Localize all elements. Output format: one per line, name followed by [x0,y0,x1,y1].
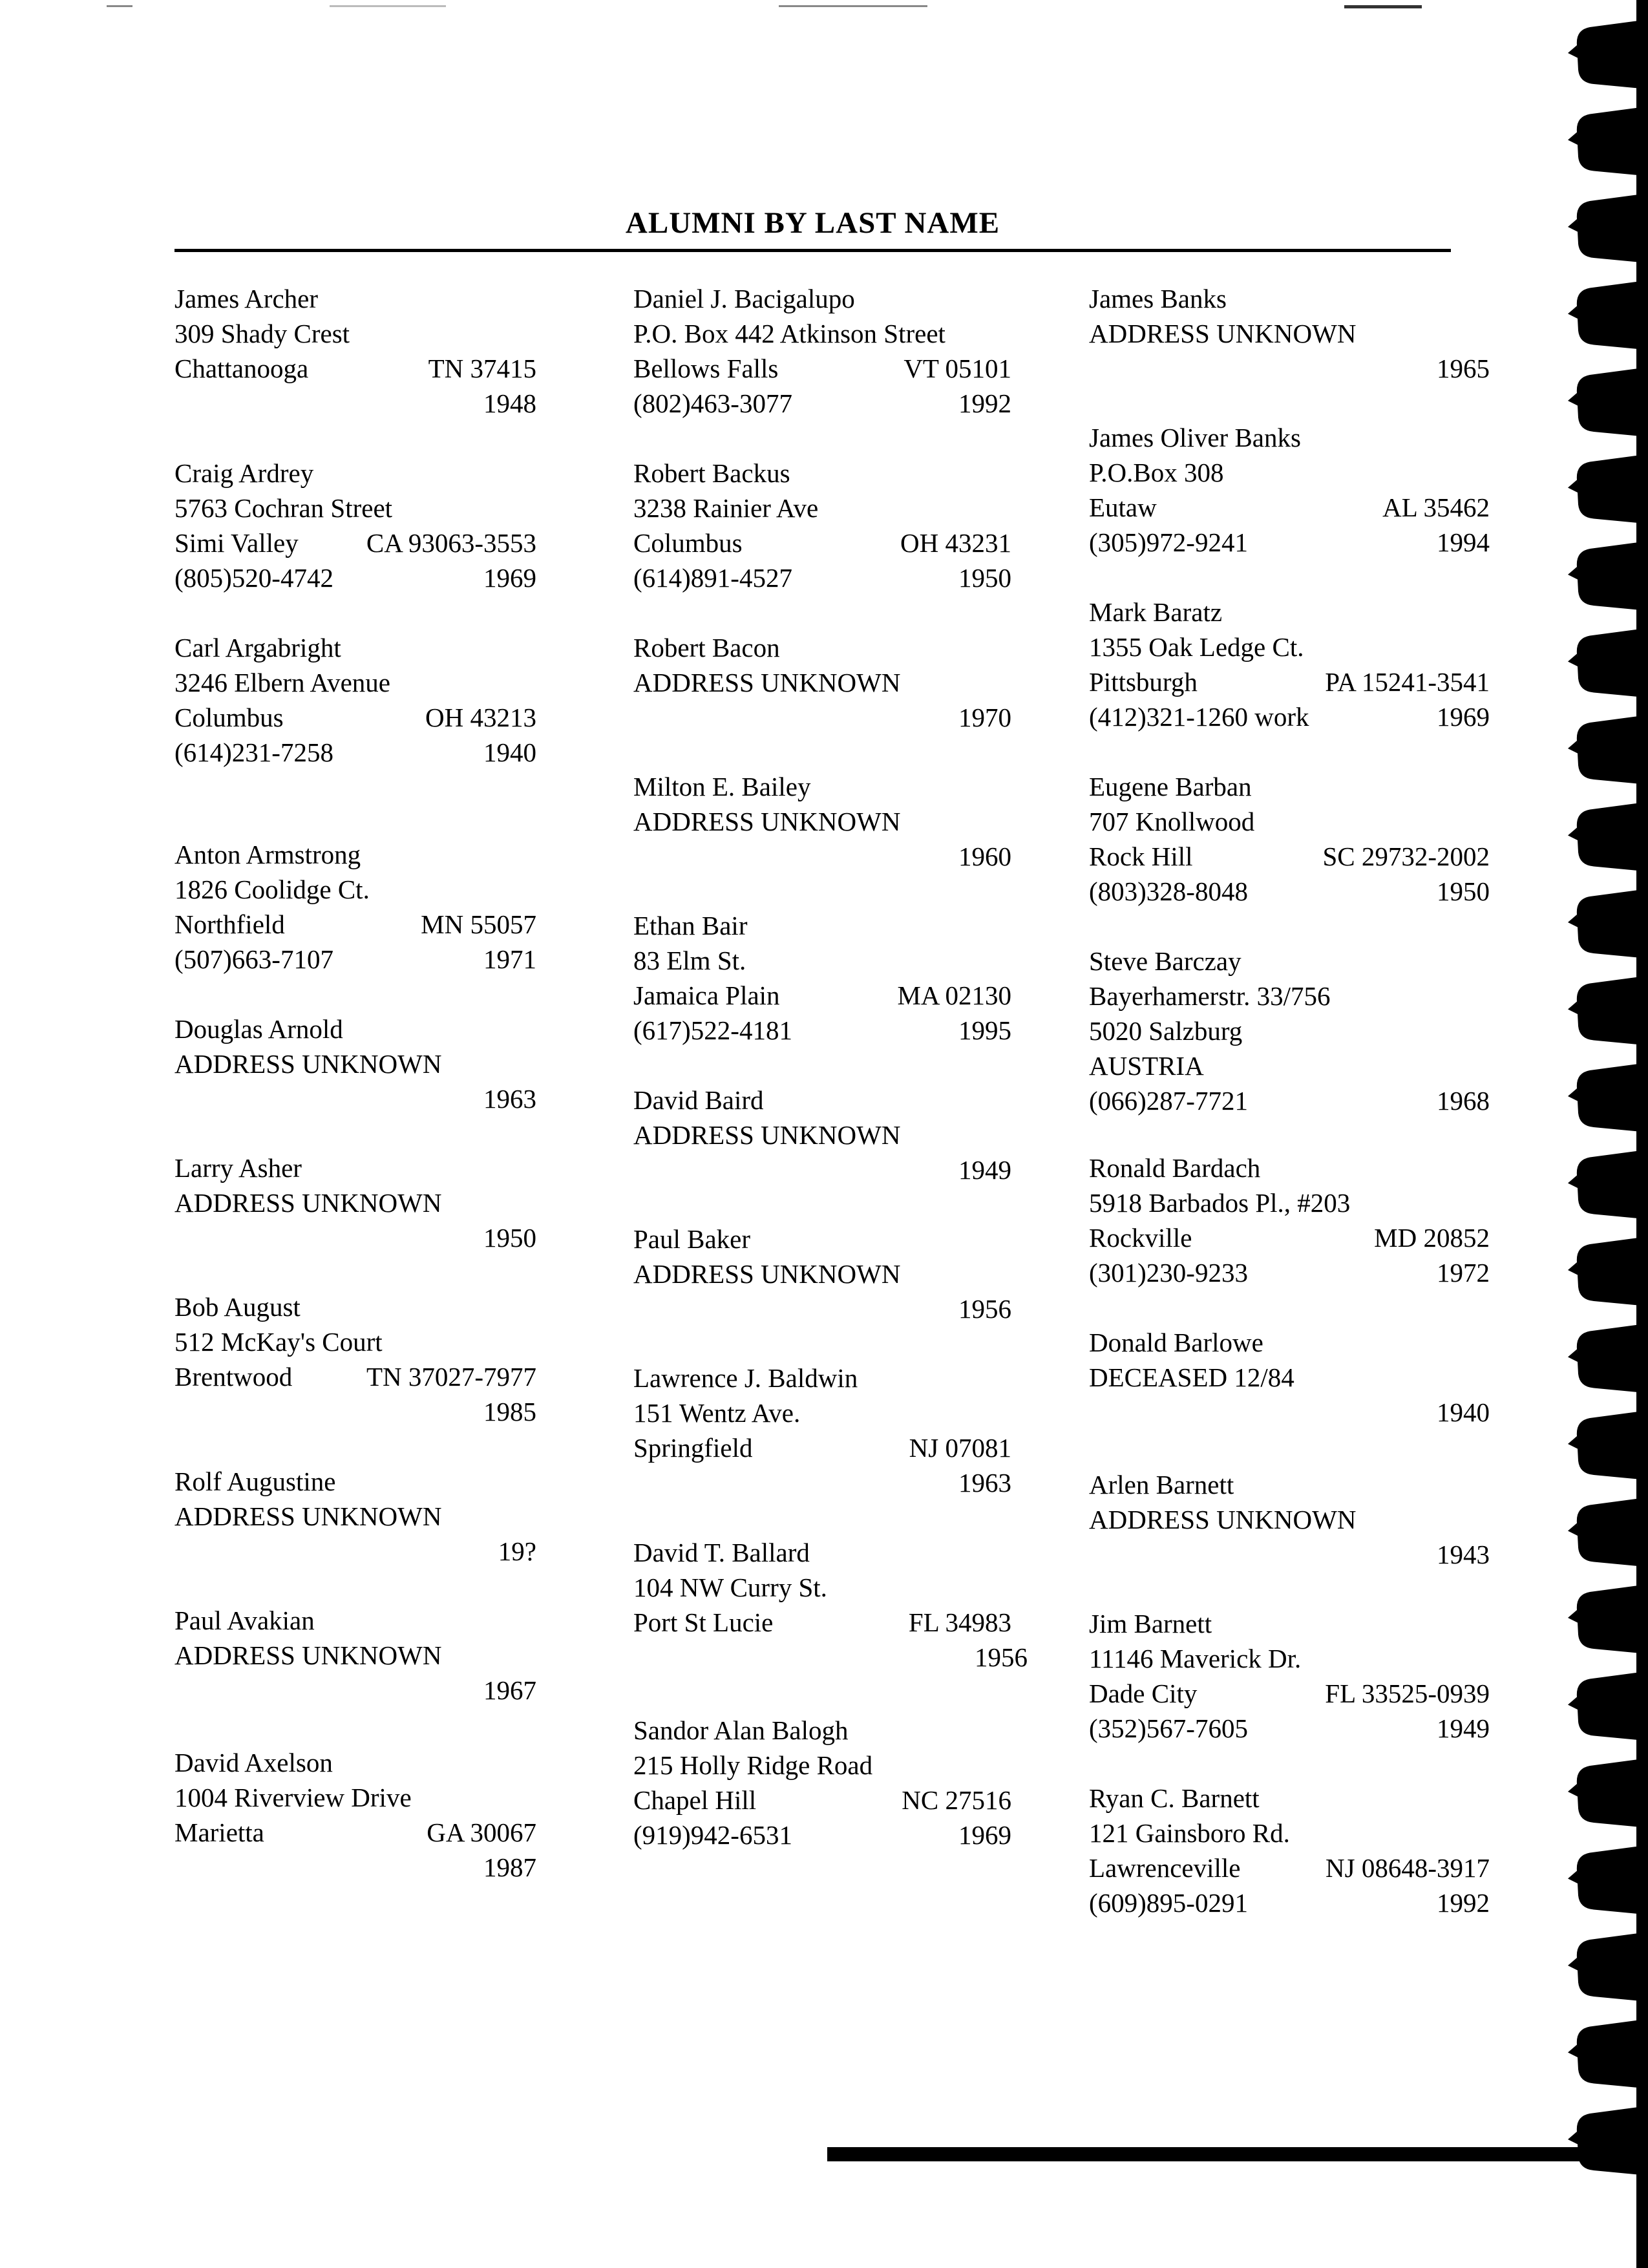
alumni-name: James Oliver Banks [1089,423,1301,452]
binding-notch [1568,1871,1578,1884]
detail-text: Chattanooga [174,354,309,383]
alumni-detail-line [1089,1360,1490,1395]
graduation-year: 1948 [483,388,536,418]
binding-loop [1577,107,1648,176]
detail-right-text: 1968 [1437,1086,1490,1116]
alumni-detail-line [174,735,536,770]
alumni-entry [174,837,536,977]
binding-notch [1568,828,1578,841]
alumni-name: Mark Baratz [1089,597,1223,627]
alumni-entry [633,769,1011,874]
detail-right-text: GA 30067 [427,1818,536,1847]
alumni-detail-line [174,1780,536,1815]
binding-loop [1577,1236,1648,1306]
binding-notch [1568,1350,1578,1362]
detail-text: ADDRESS UNKNOWN [1089,1505,1357,1534]
graduation-year: 1987 [483,1852,536,1882]
alumni-name: Eugene Barban [1089,772,1252,801]
alumni-entry [1089,769,1490,909]
detail-right-text: FL 34983 [908,1607,1011,1637]
detail-right-text: 1992 [958,388,1011,418]
detail-text: (305)972-9241 [1089,527,1248,557]
alumni-detail-line [1089,316,1490,351]
detail-right-text: TN 37415 [428,354,536,383]
detail-text: Brentwood [174,1362,293,1392]
binding-loop [1577,715,1648,785]
alumni-name: David T. Ballard [633,1538,810,1567]
detail-text: Pittsburgh [1089,667,1198,697]
binding-notch [1568,567,1578,580]
binding-loop [1577,193,1648,263]
alumni-detail-line [633,1118,1011,1152]
detail-text: 3238 Rainier Ave [633,493,819,523]
alumni-detail-line [1089,1255,1490,1290]
alumni-detail-line [633,1748,1011,1783]
alumni-entry [174,1464,536,1569]
alumni-detail-line [1089,630,1490,664]
binding-loop [1577,367,1648,437]
alumni-detail-line [1089,1676,1490,1711]
alumni-detail-line [174,1638,536,1673]
graduation-year: 1960 [958,842,1011,871]
alumni-detail-line [174,351,536,386]
spiral-binding [1564,0,1648,2268]
detail-text: Dade City [1089,1679,1198,1708]
alumni-detail-line [174,1359,536,1394]
alumni-detail-line [1089,1083,1490,1118]
alumni-detail-line [633,560,1011,595]
detail-text: (919)942-6531 [633,1820,792,1850]
binding-loop [1577,454,1648,524]
detail-right-text: TN 37027-7977 [366,1362,536,1392]
alumni-entry [174,630,536,770]
alumni-detail-line [1089,839,1490,874]
alumni-detail-line [1089,1816,1490,1850]
detail-right-text: SC 29732-2002 [1322,842,1490,871]
detail-text: Marietta [174,1818,264,1847]
alumni-detail-line [174,1815,536,1850]
alumni-detail-line [633,1430,1011,1465]
detail-text: Jamaica Plain [633,980,780,1010]
binding-loop [1577,1150,1648,1220]
alumni-detail-line [633,525,1011,560]
detail-text: (412)321-1260 work [1089,702,1309,732]
detail-right-text: 1969 [1437,702,1490,732]
binding-notch [1568,741,1578,754]
binding-notch [1568,480,1578,493]
alumni-detail-line [633,1818,1011,1852]
detail-text: 3246 Elbern Avenue [174,668,390,697]
alumni-name: Robert Backus [633,458,790,488]
alumni-entry [174,281,536,421]
alumni-detail-line [174,316,536,351]
alumni-name: Donald Barlowe [1089,1328,1263,1357]
alumni-name: Bob August [174,1292,301,1322]
detail-text: (802)463-3077 [633,388,792,418]
alumni-detail-line [174,1046,536,1081]
detail-text: Springfield [633,1433,753,1463]
graduation-year: 1967 [483,1675,536,1705]
detail-right-text: 1992 [1437,1888,1490,1918]
graduation-year: 1970 [958,703,1011,732]
detail-text: Chapel Hill [633,1785,757,1815]
binding-notch [1568,1784,1578,1797]
alumni-detail-line [633,316,1011,351]
alumni-detail-line [174,907,536,942]
alumni-entry [633,1361,1011,1500]
detail-right-text: NJ 08648-3917 [1326,1853,1490,1883]
alumni-name: Craig Ardrey [174,458,314,488]
alumni-name: Larry Asher [174,1153,302,1183]
detail-text: 512 McKay's Court [174,1327,383,1357]
alumni-name: Douglas Arnold [174,1014,343,1044]
binding-loop [1577,1758,1648,1828]
detail-text: P.O.Box 308 [1089,458,1224,487]
alumni-name: Steve Barczay [1089,946,1241,976]
alumni-entry [633,1083,1011,1187]
detail-right-text: 1972 [1437,1258,1490,1288]
alumni-detail-line [1089,699,1490,734]
detail-text: 1826 Coolidge Ct. [174,874,370,904]
detail-text: DECEASED 12/84 [1089,1362,1294,1392]
binding-notch [1568,2045,1578,2058]
page-title: ALUMNI BY LAST NAME [625,206,1000,240]
alumni-entry [174,1603,536,1708]
detail-text: Columbus [174,703,284,732]
detail-text: ADDRESS UNKNOWN [174,1501,442,1531]
detail-text: ADDRESS UNKNOWN [174,1640,442,1670]
detail-text: 215 Holly Ridge Road [633,1750,873,1780]
detail-text: (352)567-7605 [1089,1713,1248,1743]
binding-loop [1577,281,1648,350]
detail-text: Eutaw [1089,493,1157,522]
graduation-year: 1956 [975,1642,1028,1672]
alumni-detail-line [1089,455,1490,490]
detail-right-text: MA 02130 [897,980,1011,1010]
alumni-entry [1089,1606,1490,1746]
alumni-detail-line [174,872,536,907]
detail-text: 1004 Riverview Drive [174,1783,412,1812]
detail-right-text: 1969 [483,563,536,593]
binding-notch [1568,1088,1578,1101]
binding-loop [1577,1063,1648,1132]
alumni-detail-line [633,1605,1011,1640]
alumni-entry [174,1745,536,1885]
title-underline [174,249,1451,252]
binding-loop [1577,1845,1648,1915]
binding-notch [1568,45,1578,58]
alumni-detail-line [1089,1185,1490,1220]
detail-text: Simi Valley [174,528,299,558]
detail-right-text: NC 27516 [902,1785,1011,1815]
detail-text: Bellows Falls [633,354,779,383]
alumni-detail-line [174,525,536,560]
alumni-entry [174,1012,536,1116]
alumni-detail-line [633,351,1011,386]
detail-text: (614)891-4527 [633,563,792,593]
detail-text: 104 NW Curry St. [633,1573,827,1602]
detail-text: ADDRESS UNKNOWN [1089,319,1357,348]
top-smudge-right [1344,5,1422,8]
alumni-detail-line [1089,664,1490,699]
binding-notch [1568,393,1578,406]
alumni-entry [1089,1781,1490,1920]
detail-right-text: 1950 [958,563,1011,593]
binding-notch [1568,1002,1578,1015]
detail-text: AUSTRIA [1089,1051,1204,1081]
alumni-name: Lawrence J. Baldwin [633,1363,858,1393]
alumni-entry [1089,1150,1490,1290]
alumni-entry [633,1713,1011,1852]
top-smudge-left [107,5,132,7]
alumni-detail-line [1089,979,1490,1013]
binding-notch [1568,132,1578,145]
detail-right-text: CA 93063-3553 [366,528,536,558]
binding-notch [1568,915,1578,927]
detail-right-text: VT 05101 [903,354,1011,383]
binding-loop [1577,1584,1648,1654]
alumni-name: Arlen Barnett [1089,1470,1234,1500]
graduation-year: 1956 [958,1294,1011,1324]
binding-notch [1568,1436,1578,1449]
detail-text: P.O. Box 442 Atkinson Street [633,319,945,348]
alumni-name: Paul Baker [633,1224,751,1254]
detail-text: (301)230-9233 [1089,1258,1248,1288]
alumni-entry [633,630,1011,735]
alumni-detail-line [1089,1850,1490,1885]
detail-right-text: 1940 [483,737,536,767]
detail-text: ADDRESS UNKNOWN [633,1120,901,1150]
binding-loop [1577,1932,1648,2002]
graduation-year: 1985 [483,1397,536,1426]
binding-notch [1568,1523,1578,1536]
alumni-detail-line [633,1256,1011,1291]
detail-text: 121 Gainsboro Rd. [1089,1818,1290,1848]
detail-text: 707 Knollwood [1089,807,1255,836]
detail-text: ADDRESS UNKNOWN [633,807,901,836]
detail-text: (617)522-4181 [633,1015,792,1045]
alumni-entry [633,456,1011,595]
alumni-name: James Archer [174,284,318,313]
alumni-detail-line [1089,1048,1490,1083]
detail-text: Rock Hill [1089,842,1193,871]
binding-notch [1568,1958,1578,1971]
alumni-name: David Baird [633,1085,764,1115]
alumni-name: Ronald Bardach [1089,1153,1261,1183]
binding-notch [1568,1176,1578,1189]
detail-text: 1355 Oak Ledge Ct. [1089,632,1304,662]
alumni-detail-line [174,1324,536,1359]
detail-right-text: NJ 07081 [909,1433,1011,1463]
alumni-detail-line [1089,525,1490,560]
binding-loop [1577,1324,1648,1394]
detail-text: 5763 Cochran Street [174,493,393,523]
binding-loop [1577,2019,1648,2089]
alumni-entry [633,281,1011,421]
top-smudge-center [330,5,446,7]
detail-text: Bayerhamerstr. 33/756 [1089,981,1331,1011]
detail-text: 151 Wentz Ave. [633,1398,801,1428]
graduation-year: 19? [498,1536,536,1566]
detail-text: Lawrenceville [1089,1853,1241,1883]
detail-text: Port St Lucie [633,1607,774,1637]
bottom-edge-shadow [827,2147,1648,2161]
binding-notch [1568,1697,1578,1710]
detail-text: 5918 Barbados Pl., #203 [1089,1188,1351,1218]
alumni-detail-line [633,491,1011,525]
alumni-detail-line [1089,1711,1490,1746]
graduation-year: 1963 [958,1468,1011,1498]
alumni-name: Sandor Alan Balogh [633,1715,849,1745]
detail-right-text: PA 15241-3541 [1325,667,1490,697]
detail-text: Northfield [174,909,285,939]
binding-loop [1577,1671,1648,1741]
alumni-detail-line [1089,1885,1490,1920]
detail-right-text: 1949 [1437,1713,1490,1743]
alumni-detail-line [174,560,536,595]
alumni-name: Ryan C. Barnett [1089,1783,1260,1813]
alumni-entry [633,1535,1028,1675]
alumni-entry [633,1222,1011,1326]
detail-text: 309 Shady Crest [174,319,350,348]
detail-text: 83 Elm St. [633,946,746,975]
detail-right-text: 1995 [958,1015,1011,1045]
binding-loop [1577,19,1648,89]
detail-text: 11146 Maverick Dr. [1089,1644,1302,1673]
alumni-entry [174,1150,536,1255]
detail-text: (066)287-7721 [1089,1086,1248,1116]
alumni-name: Jim Barnett [1089,1609,1212,1638]
alumni-detail-line [1089,1013,1490,1048]
alumni-detail-line [1089,1641,1490,1676]
alumni-detail-line [174,700,536,735]
binding-loop [1577,1498,1648,1567]
binding-loop [1577,2106,1648,2176]
alumni-detail-line [633,1395,1011,1430]
alumni-entry [174,456,536,595]
alumni-entry [174,1289,536,1429]
detail-text: Rockville [1089,1223,1192,1253]
binding-notch [1568,654,1578,667]
alumni-entry [1089,1325,1490,1430]
detail-text: ADDRESS UNKNOWN [174,1049,442,1079]
binding-loop [1577,802,1648,872]
detail-text: (803)328-8048 [1089,876,1248,906]
graduation-year: 1950 [483,1223,536,1253]
binding-notch [1568,1610,1578,1623]
graduation-year: 1943 [1437,1540,1490,1569]
alumni-name: Carl Argabright [174,633,341,662]
alumni-entry [1089,420,1490,560]
detail-right-text: AL 35462 [1382,493,1490,522]
top-smudge-center-right [779,5,927,7]
detail-right-text: OH 43213 [425,703,536,732]
graduation-year: 1940 [1437,1397,1490,1427]
detail-text: ADDRESS UNKNOWN [633,668,901,697]
alumni-detail-line [633,386,1011,421]
detail-right-text: 1969 [958,1820,1011,1850]
binding-loop [1577,1410,1648,1480]
alumni-detail-line [1089,804,1490,839]
binding-loop [1577,889,1648,959]
alumni-detail-line [633,665,1011,700]
alumni-entry [1089,1467,1490,1572]
binding-notch [1568,219,1578,232]
alumni-detail-line [633,943,1011,978]
binding-notch [1568,306,1578,319]
binding-notch [1568,2132,1578,2145]
detail-text: (614)231-7258 [174,737,333,767]
alumni-name: Paul Avakian [174,1606,315,1635]
alumni-detail-line [174,1499,536,1534]
alumni-entry [1089,944,1490,1118]
alumni-name: Robert Bacon [633,633,780,662]
detail-right-text: 1971 [483,944,536,974]
alumni-entry [1089,595,1490,734]
alumni-detail-line [174,665,536,700]
alumni-detail-line [174,491,536,525]
alumni-detail-line [633,804,1011,839]
alumni-name: Milton E. Bailey [633,772,811,801]
detail-right-text: 1950 [1437,876,1490,906]
detail-text: (609)895-0291 [1089,1888,1248,1918]
alumni-detail-line [1089,874,1490,909]
alumni-detail-line [1089,490,1490,525]
detail-text: (507)663-7107 [174,944,333,974]
graduation-year: 1963 [483,1084,536,1114]
binding-loop [1577,976,1648,1046]
alumni-name: David Axelson [174,1748,333,1777]
alumni-name: Rolf Augustine [174,1467,336,1496]
alumni-name: Anton Armstrong [174,840,361,869]
detail-text: Columbus [633,528,743,558]
detail-right-text: MN 55057 [421,909,536,939]
detail-text: (805)520-4742 [174,563,333,593]
detail-right-text: OH 43231 [900,528,1011,558]
alumni-detail-line [633,1013,1011,1048]
detail-right-text: FL 33525-0939 [1325,1679,1490,1708]
alumni-name: Ethan Bair [633,911,748,940]
alumni-detail-line [633,1570,1011,1605]
detail-text: ADDRESS UNKNOWN [174,1188,442,1218]
alumni-detail-line [174,942,536,977]
graduation-year: 1949 [958,1155,1011,1185]
binding-notch [1568,1262,1578,1275]
alumni-name: James Banks [1089,284,1227,313]
alumni-detail-line [174,1185,536,1220]
alumni-name: Daniel J. Bacigalupo [633,284,855,313]
alumni-detail-line [1089,1502,1490,1537]
alumni-detail-line [1089,1220,1490,1255]
alumni-detail-line [633,1783,1011,1818]
binding-loop [1577,628,1648,698]
detail-right-text: MD 20852 [1374,1223,1490,1253]
alumni-detail-line [633,978,1011,1013]
detail-text: ADDRESS UNKNOWN [633,1259,901,1289]
alumni-entry [633,908,1011,1048]
binding-loop [1577,541,1648,611]
alumni-entry [1089,281,1490,386]
detail-text: 5020 Salzburg [1089,1016,1243,1046]
detail-right-text: 1994 [1437,527,1490,557]
graduation-year: 1965 [1437,354,1490,383]
